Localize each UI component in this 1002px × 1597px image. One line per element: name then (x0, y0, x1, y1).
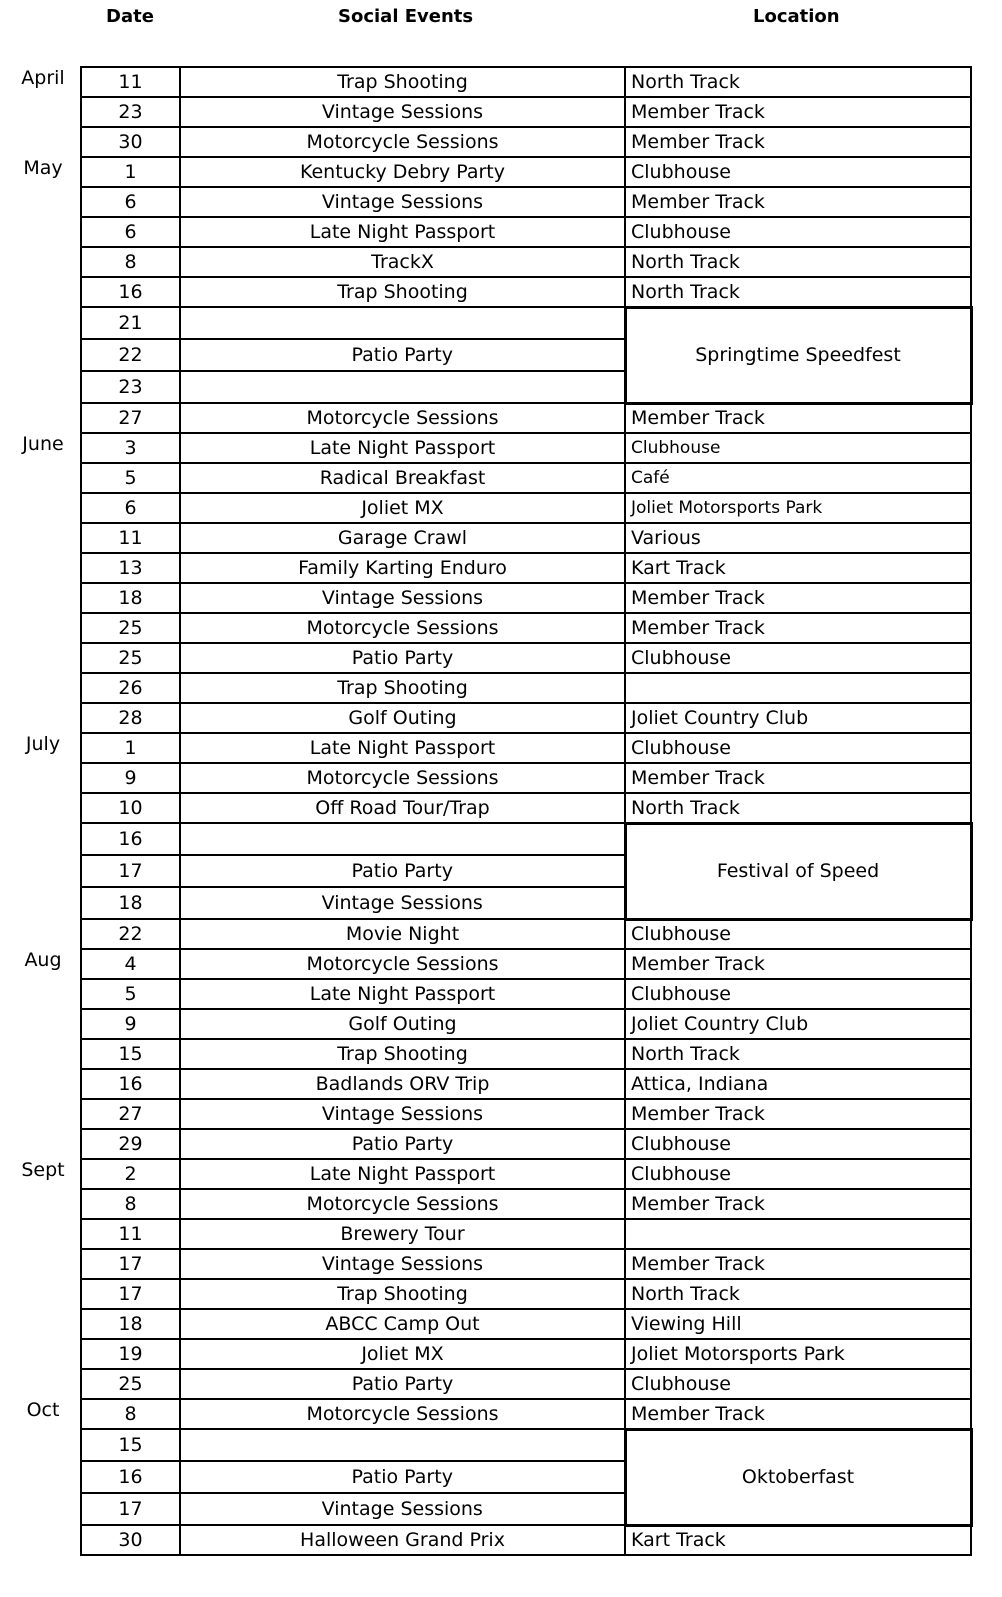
event-cell: Late Night Passport (180, 1159, 625, 1189)
location-cell: Various (625, 523, 971, 553)
event-cell: Trap Shooting (180, 1279, 625, 1309)
date-cell: 8 (81, 1189, 180, 1219)
date-cell: 9 (81, 763, 180, 793)
table-row (81, 1369, 971, 1399)
event-cell: Golf Outing (180, 703, 625, 733)
event-cell: Motorcycle Sessions (180, 949, 625, 979)
date-cell: 25 (81, 613, 180, 643)
event-cell: Vintage Sessions (180, 1249, 625, 1279)
location-cell: North Track (625, 793, 971, 823)
location-cell: Member Track (625, 187, 971, 217)
location-cell (625, 673, 971, 703)
date-column-header: Date (106, 6, 154, 27)
location-cell: Member Track (625, 763, 971, 793)
month-label: July (25, 733, 61, 755)
date-cell: 6 (81, 187, 180, 217)
month-label: Oct (26, 1399, 60, 1421)
featured-event-cell: Oktoberfast (625, 1429, 971, 1525)
table-row (81, 187, 971, 217)
location-cell: North Track (625, 1039, 971, 1069)
event-cell: Late Night Passport (180, 979, 625, 1009)
location-cell: Clubhouse (625, 1129, 971, 1159)
event-cell: Patio Party (180, 1369, 625, 1399)
date-cell: 30 (81, 127, 180, 157)
date-cell: 10 (81, 793, 180, 823)
table-row (81, 1159, 971, 1189)
event-cell: Motorcycle Sessions (180, 1189, 625, 1219)
table-row (81, 277, 971, 307)
date-cell: 17 (81, 855, 180, 887)
table-row (81, 97, 971, 127)
event-cell: Trap Shooting (180, 277, 625, 307)
date-cell: 3 (81, 433, 180, 463)
event-cell: Family Karting Enduro (180, 553, 625, 583)
location-cell: Clubhouse (625, 1369, 971, 1399)
location-cell: Clubhouse (625, 919, 971, 949)
table-row (81, 1429, 971, 1461)
event-cell: Joliet MX (180, 493, 625, 523)
event-cell: Motorcycle Sessions (180, 127, 625, 157)
location-cell: Clubhouse (625, 733, 971, 763)
table-row (81, 793, 971, 823)
location-cell: Member Track (625, 949, 971, 979)
date-cell: 23 (81, 371, 180, 403)
date-cell: 27 (81, 1099, 180, 1129)
location-cell: Joliet Motorsports Park (625, 1339, 971, 1369)
event-cell: Kentucky Debry Party (180, 157, 625, 187)
event-cell: Garage Crawl (180, 523, 625, 553)
event-cell: Vintage Sessions (180, 1099, 625, 1129)
event-cell (180, 307, 625, 339)
date-cell: 15 (81, 1039, 180, 1069)
date-cell: 16 (81, 823, 180, 855)
event-cell: Trap Shooting (180, 673, 625, 703)
events-table-wrapper (80, 66, 973, 1556)
date-cell: 17 (81, 1493, 180, 1525)
location-cell: North Track (625, 1279, 971, 1309)
location-column-header: Location (753, 6, 840, 27)
table-row (81, 247, 971, 277)
table-row (81, 733, 971, 763)
date-cell: 8 (81, 1399, 180, 1429)
event-cell: Motorcycle Sessions (180, 1399, 625, 1429)
event-cell: Brewery Tour (180, 1219, 625, 1249)
month-label: May (23, 157, 63, 179)
location-cell: Attica, Indiana (625, 1069, 971, 1099)
featured-event-cell: Springtime Speedfest (625, 307, 971, 403)
event-cell: Vintage Sessions (180, 1493, 625, 1525)
location-cell: North Track (625, 67, 971, 97)
table-row (81, 1339, 971, 1369)
table-row (81, 523, 971, 553)
location-cell (625, 1219, 971, 1249)
location-cell: Member Track (625, 97, 971, 127)
date-cell: 21 (81, 307, 180, 339)
location-cell: Member Track (625, 1189, 971, 1219)
table-row (81, 583, 971, 613)
location-cell: Kart Track (625, 553, 971, 583)
location-cell: Café (625, 463, 971, 493)
location-cell: Joliet Country Club (625, 703, 971, 733)
location-cell: Clubhouse (625, 979, 971, 1009)
event-cell: Late Night Passport (180, 217, 625, 247)
location-cell: Member Track (625, 613, 971, 643)
date-cell: 5 (81, 979, 180, 1009)
event-cell: Motorcycle Sessions (180, 613, 625, 643)
date-cell: 4 (81, 949, 180, 979)
date-cell: 23 (81, 97, 180, 127)
table-row (81, 949, 971, 979)
date-cell: 6 (81, 493, 180, 523)
date-cell: 19 (81, 1339, 180, 1369)
date-cell: 30 (81, 1525, 180, 1555)
location-cell: Clubhouse (625, 1159, 971, 1189)
table-row (81, 553, 971, 583)
date-cell: 16 (81, 277, 180, 307)
date-cell: 22 (81, 339, 180, 371)
month-label: Sept (21, 1159, 65, 1181)
event-cell: Patio Party (180, 1461, 625, 1493)
date-cell: 17 (81, 1249, 180, 1279)
table-row (81, 979, 971, 1009)
month-labels (0, 0, 80, 1597)
date-cell: 28 (81, 703, 180, 733)
date-cell: 11 (81, 1219, 180, 1249)
table-row (81, 433, 971, 463)
event-cell: Motorcycle Sessions (180, 403, 625, 433)
table-row (81, 1129, 971, 1159)
date-cell: 11 (81, 67, 180, 97)
events-column-header: Social Events (338, 6, 474, 27)
location-cell: Joliet Motorsports Park (625, 493, 971, 523)
table-row (81, 493, 971, 523)
location-cell: Member Track (625, 583, 971, 613)
table-row (81, 307, 971, 339)
location-cell: North Track (625, 277, 971, 307)
date-cell: 13 (81, 553, 180, 583)
table-row (81, 463, 971, 493)
event-cell: Vintage Sessions (180, 97, 625, 127)
date-cell: 29 (81, 1129, 180, 1159)
table-row (81, 919, 971, 949)
location-cell: Member Track (625, 1399, 971, 1429)
table-row (81, 1099, 971, 1129)
date-cell: 25 (81, 1369, 180, 1399)
table-row (81, 403, 971, 433)
location-cell: Kart Track (625, 1525, 971, 1555)
date-cell: 8 (81, 247, 180, 277)
table-row (81, 67, 971, 97)
date-cell: 1 (81, 733, 180, 763)
date-cell: 6 (81, 217, 180, 247)
event-cell: Badlands ORV Trip (180, 1069, 625, 1099)
location-cell: Joliet Country Club (625, 1009, 971, 1039)
table-row (81, 673, 971, 703)
event-cell: Trap Shooting (180, 1039, 625, 1069)
table-row (81, 1399, 971, 1429)
location-cell: Clubhouse (625, 157, 971, 187)
event-cell: Late Night Passport (180, 433, 625, 463)
event-cell (180, 823, 625, 855)
date-cell: 17 (81, 1279, 180, 1309)
location-cell: Member Track (625, 403, 971, 433)
date-cell: 16 (81, 1069, 180, 1099)
event-cell: ABCC Camp Out (180, 1309, 625, 1339)
date-cell: 16 (81, 1461, 180, 1493)
event-cell (180, 1429, 625, 1461)
table-row (81, 763, 971, 793)
event-cell: Joliet MX (180, 1339, 625, 1369)
event-cell: Radical Breakfast (180, 463, 625, 493)
event-cell: Vintage Sessions (180, 583, 625, 613)
event-cell (180, 371, 625, 403)
table-row (81, 703, 971, 733)
location-cell: Viewing Hill (625, 1309, 971, 1339)
date-cell: 27 (81, 403, 180, 433)
table-row (81, 1279, 971, 1309)
date-cell: 11 (81, 523, 180, 553)
location-cell: North Track (625, 247, 971, 277)
table-row (81, 1039, 971, 1069)
location-cell: Member Track (625, 127, 971, 157)
table-row (81, 1525, 971, 1555)
location-cell: Member Track (625, 1099, 971, 1129)
table-row (81, 157, 971, 187)
event-cell: Motorcycle Sessions (180, 763, 625, 793)
event-cell: Patio Party (180, 855, 625, 887)
date-cell: 18 (81, 583, 180, 613)
table-row (81, 1219, 971, 1249)
event-cell: Halloween Grand Prix (180, 1525, 625, 1555)
featured-event-cell: Festival of Speed (625, 823, 971, 919)
date-cell: 9 (81, 1009, 180, 1039)
table-row (81, 217, 971, 247)
table-row (81, 1009, 971, 1039)
event-cell: Vintage Sessions (180, 187, 625, 217)
event-cell: Patio Party (180, 643, 625, 673)
location-cell: Clubhouse (625, 433, 971, 463)
table-row (81, 1189, 971, 1219)
location-cell: Clubhouse (625, 217, 971, 247)
date-cell: 5 (81, 463, 180, 493)
month-label: April (21, 67, 65, 89)
table-row (81, 1249, 971, 1279)
date-cell: 22 (81, 919, 180, 949)
event-cell: Off Road Tour/Trap (180, 793, 625, 823)
event-cell: Vintage Sessions (180, 887, 625, 919)
date-cell: 2 (81, 1159, 180, 1189)
location-cell: Clubhouse (625, 643, 971, 673)
event-cell: Late Night Passport (180, 733, 625, 763)
date-cell: 26 (81, 673, 180, 703)
month-label: Aug (24, 949, 62, 971)
date-cell: 18 (81, 1309, 180, 1339)
location-cell: Member Track (625, 1249, 971, 1279)
date-cell: 15 (81, 1429, 180, 1461)
events-table (80, 66, 973, 1556)
month-label: June (22, 433, 64, 455)
table-row (81, 127, 971, 157)
date-cell: 1 (81, 157, 180, 187)
table-row (81, 823, 971, 855)
table-row (81, 1309, 971, 1339)
table-row (81, 1069, 971, 1099)
event-cell: Patio Party (180, 1129, 625, 1159)
table-row (81, 643, 971, 673)
date-cell: 25 (81, 643, 180, 673)
table-row (81, 613, 971, 643)
date-cell: 18 (81, 887, 180, 919)
event-cell: Movie Night (180, 919, 625, 949)
event-cell: TrackX (180, 247, 625, 277)
event-cell: Patio Party (180, 339, 625, 371)
event-cell: Golf Outing (180, 1009, 625, 1039)
event-cell: Trap Shooting (180, 67, 625, 97)
